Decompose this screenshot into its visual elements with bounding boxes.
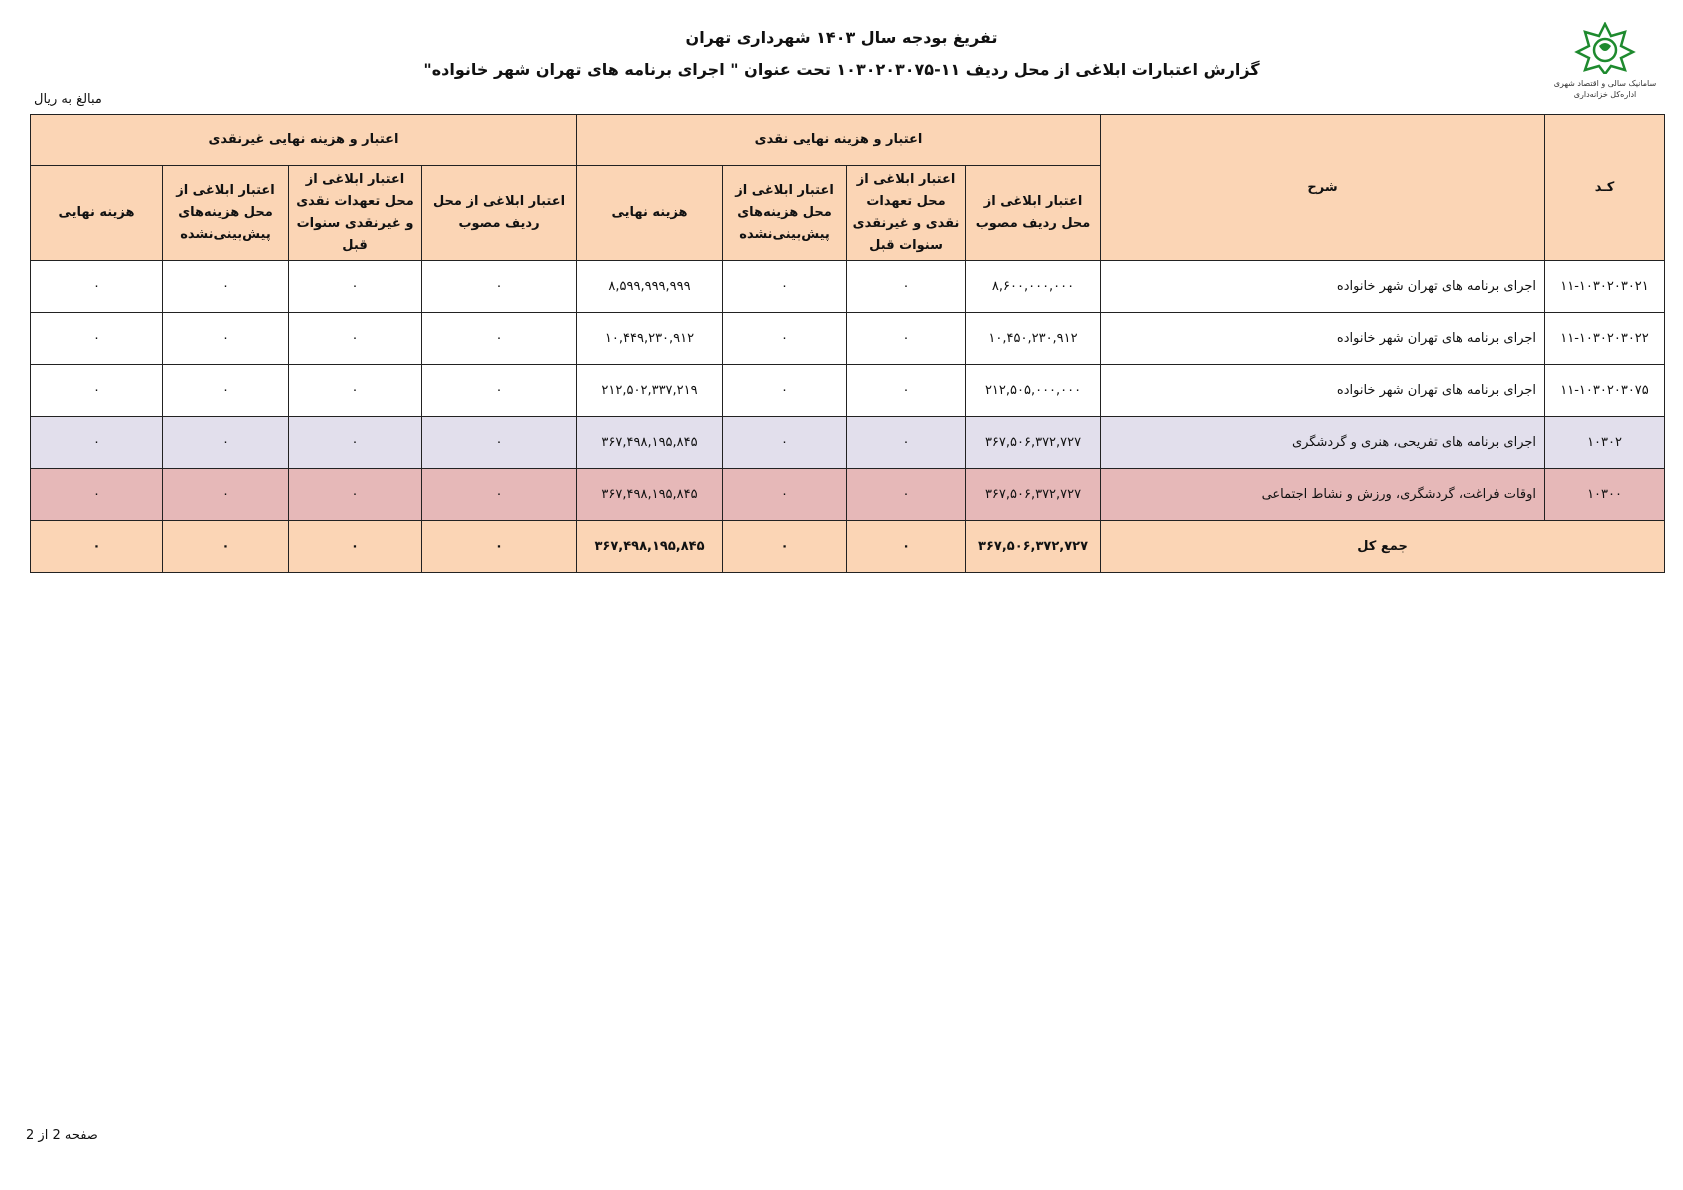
table-row [31, 261, 1665, 313]
table-row [31, 365, 1665, 417]
noncash-unforeseen-value: ۰ [163, 417, 289, 469]
header-noncash-prior-commitments: اعتبار ابلاغی از محل تعهدات نقدی و غیرنقدی سنوات قبل [289, 166, 422, 261]
cash-prior-value: ۰ [847, 417, 966, 469]
logo-caption-line2: اداره‌کل خزانه‌داری [1573, 90, 1637, 99]
total-noncash-unforeseen: ۰ [163, 521, 289, 573]
header-cash-prior-commitments: اعتبار ابلاغی از محل تعهدات نقدی و غیرنقدی سنوات قبل [847, 166, 966, 261]
grand-total-label: جمع کل [1101, 521, 1665, 573]
total-noncash-final: ۰ [31, 521, 163, 573]
total-noncash-prior: ۰ [289, 521, 422, 573]
cash-approved-value: ۳۶۷,۵۰۶,۳۷۲,۷۲۷ [966, 417, 1101, 469]
header-cash-unforeseen: اعتبار ابلاغی از محل هزینه‌های پیش‌بینی‌نشده [723, 166, 847, 261]
noncash-unforeseen-value: ۰ [163, 261, 289, 313]
row-code: ۱۰۳۰۲ [1545, 417, 1665, 469]
noncash-prior-value: ۰ [289, 365, 422, 417]
cash-prior-value: ۰ [847, 469, 966, 521]
row-description: اجرای برنامه های تهران شهر خانواده [1101, 313, 1545, 365]
cash-approved-value: ۳۶۷,۵۰۶,۳۷۲,۷۲۷ [966, 469, 1101, 521]
row-description: اجرای برنامه های تفریحی، هنری و گردشگری [1101, 417, 1545, 469]
row-description: اجرای برنامه های تهران شهر خانواده [1101, 365, 1545, 417]
noncash-final-value: ۰ [31, 469, 163, 521]
cash-final-value: ۳۶۷,۴۹۸,۱۹۵,۸۴۵ [577, 417, 723, 469]
total-cash-unforeseen: ۰ [723, 521, 847, 573]
header-cash-final-cost: هزینه نهایی [577, 166, 723, 261]
row-code: ۱۰۳۰۰ [1545, 469, 1665, 521]
header-description: شرح [1101, 115, 1545, 261]
noncash-final-value: ۰ [31, 365, 163, 417]
cash-final-value: ۳۶۷,۴۹۸,۱۹۵,۸۴۵ [577, 469, 723, 521]
header-noncash-unforeseen: اعتبار ابلاغی از محل هزینه‌های پیش‌بینی‌نشده [163, 166, 289, 261]
noncash-final-value: ۰ [31, 313, 163, 365]
cash-prior-value: ۰ [847, 313, 966, 365]
total-cash-final: ۳۶۷,۴۹۸,۱۹۵,۸۴۵ [577, 521, 723, 573]
cash-final-value: ۱۰,۴۴۹,۲۳۰,۹۱۲ [577, 313, 723, 365]
cash-unforeseen-value: ۰ [723, 313, 847, 365]
total-noncash-approved: ۰ [422, 521, 577, 573]
budget-table [30, 114, 1665, 573]
unit-note: مبالغ به ریال [34, 92, 102, 107]
cash-unforeseen-value: ۰ [723, 417, 847, 469]
cash-approved-value: ۱۰,۴۵۰,۲۳۰,۹۱۲ [966, 313, 1101, 365]
noncash-prior-value: ۰ [289, 313, 422, 365]
total-cash-approved: ۳۶۷,۵۰۶,۳۷۲,۷۲۷ [966, 521, 1101, 573]
cash-prior-value: ۰ [847, 261, 966, 313]
noncash-final-value: ۰ [31, 417, 163, 469]
cash-final-value: ۲۱۲,۵۰۲,۳۳۷,۲۱۹ [577, 365, 723, 417]
noncash-prior-value: ۰ [289, 417, 422, 469]
header-row-groups [31, 115, 1665, 166]
municipality-logo [1540, 22, 1670, 106]
noncash-approved-value: ۰ [422, 261, 577, 313]
logo-caption-line1: سامانیک سالی و اقتصاد شهری [1553, 79, 1657, 88]
noncash-approved-value: ۰ [422, 365, 577, 417]
header-cash-group: اعتبار و هزینه نهایی نقدی [577, 115, 1101, 166]
noncash-approved-value: ۰ [422, 469, 577, 521]
noncash-approved-value: ۰ [422, 417, 577, 469]
cash-unforeseen-value: ۰ [723, 469, 847, 521]
row-code: ۱۱-۱۰۳۰۲۰۳۰۲۱ [1545, 261, 1665, 313]
table-row-group-total [31, 469, 1665, 521]
cash-approved-value: ۸,۶۰۰,۰۰۰,۰۰۰ [966, 261, 1101, 313]
table-row [31, 313, 1665, 365]
noncash-prior-value: ۰ [289, 469, 422, 521]
noncash-approved-value: ۰ [422, 313, 577, 365]
header-noncash-final-cost: هزینه نهایی [31, 166, 163, 261]
row-description: اجرای برنامه های تهران شهر خانواده [1101, 261, 1545, 313]
page-number: صفحه 2 از 2 [26, 1128, 98, 1143]
noncash-final-value: ۰ [31, 261, 163, 313]
cash-prior-value: ۰ [847, 365, 966, 417]
header-cash-approved: اعتبار ابلاغی از محل ردیف مصوب [966, 166, 1101, 261]
cash-final-value: ۸,۵۹۹,۹۹۹,۹۹۹ [577, 261, 723, 313]
cash-approved-value: ۲۱۲,۵۰۵,۰۰۰,۰۰۰ [966, 365, 1101, 417]
table-row-grand-total [31, 521, 1665, 573]
header-code: کـد [1545, 115, 1665, 261]
report-subtitle: گزارش اعتبارات ابلاغی از محل ردیف ۱۱-۱۰۳۰۲۰۳۰۷۵ تحت عنوان " اجرای برنامه های تهران شهر خانواده" [423, 60, 1260, 79]
noncash-prior-value: ۰ [289, 261, 422, 313]
noncash-unforeseen-value: ۰ [163, 365, 289, 417]
row-description: اوقات فراغت، گردشگری، ورزش و نشاط اجتماعی [1101, 469, 1545, 521]
total-cash-prior: ۰ [847, 521, 966, 573]
header-noncash-approved: اعتبار ابلاغی از محل ردیف مصوب [422, 166, 577, 261]
row-code: ۱۱-۱۰۳۰۲۰۳۰۷۵ [1545, 365, 1665, 417]
header-noncash-group: اعتبار و هزینه نهایی غیرنقدی [31, 115, 577, 166]
cash-unforeseen-value: ۰ [723, 261, 847, 313]
noncash-unforeseen-value: ۰ [163, 469, 289, 521]
table-row-subtotal [31, 417, 1665, 469]
noncash-unforeseen-value: ۰ [163, 313, 289, 365]
row-code: ۱۱-۱۰۳۰۲۰۳۰۲۲ [1545, 313, 1665, 365]
report-title: تفریغ بودجه سال ۱۴۰۳ شهرداری تهران [685, 28, 998, 47]
logo-emblem-icon [1573, 22, 1637, 74]
cash-unforeseen-value: ۰ [723, 365, 847, 417]
